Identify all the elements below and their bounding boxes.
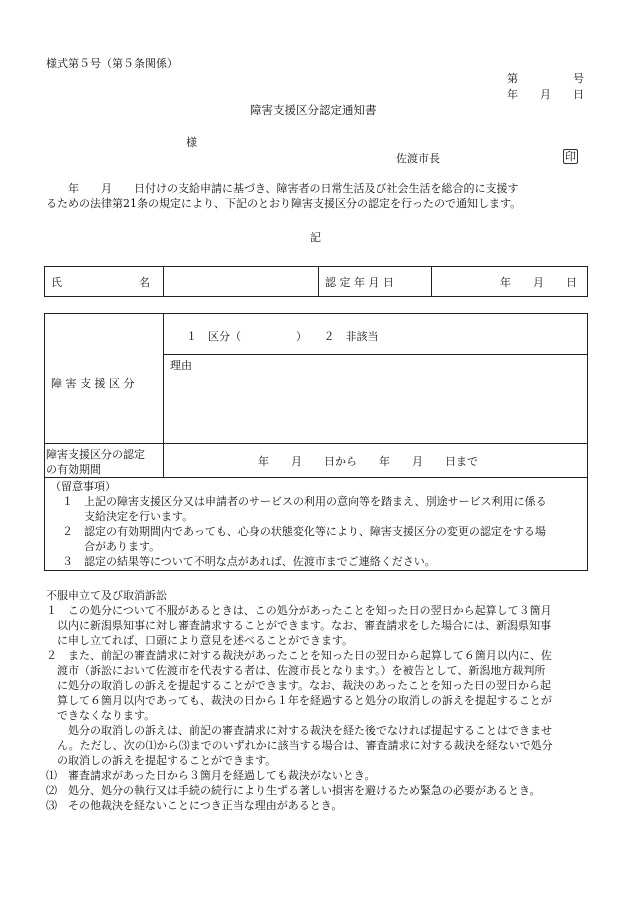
- validity-label-line-2: の有効期間: [46, 463, 101, 476]
- category-options: １ 区分（ ） ２ 非該当: [186, 330, 379, 343]
- appeal-line: ⑶ その他裁決を経ないことにつき正当な理由があるとき。: [46, 799, 343, 812]
- appeal-line: ⑵ 処分、処分の執行又は手続の続行により生ずる著しい損害を避けるため緊急の必要があるとき。: [46, 784, 541, 797]
- support-category-label: 障 害 支 援 区 分: [51, 377, 135, 390]
- validity-label-line-1: 障害支援区分の認定: [46, 448, 145, 461]
- appeal-line: に申し立てれば、口頭により意見を述べることができます。: [46, 634, 354, 647]
- appeal-line: ⑴ 審査請求があった日から３箇月を経過しても裁決がないとき。: [46, 769, 376, 782]
- form-number: 様式第５号（第５条関係）: [46, 57, 178, 70]
- table1-divider-1: [163, 266, 164, 297]
- table1-divider-2: [318, 266, 319, 297]
- appeal-line: 処分の取消しの訴えは、前記の審査請求に対する裁決を経た後でなければ提起することはできませ: [46, 724, 552, 737]
- intro-line-2: るための法律第21条の規定により、下記のとおり障害支援区分の認定を行ったので通知します。: [46, 197, 522, 210]
- seal-mark: 印: [565, 150, 576, 163]
- certification-date-value: 年 月 日: [500, 276, 577, 289]
- appeal-line: 渡市（訴訟において佐渡市を代表する者は、佐渡市長となります。）を被告として、新潟地方裁判所: [46, 664, 546, 677]
- note-1-line-2: 支給決定を行います。: [62, 510, 194, 523]
- table2-row-divider-1: [163, 354, 588, 355]
- note-1-line-1: １ 上記の障害支援区分又は申請者のサービスの利用の意向等を踏まえ、別途サービス利用に係る: [62, 495, 547, 508]
- appeal-line: ん。ただし、次の⑴から⑶までのいずれかに該当する場合は、審査請求に対する裁決を経ないで処分: [46, 739, 553, 752]
- appeal-line: １ この処分について不服があるときは、この処分があったことを知った日の翌日から起算して３箇月: [46, 604, 552, 617]
- reason-label: 理由: [170, 359, 192, 372]
- document-number: 第 号: [507, 72, 584, 85]
- appeal-line: ２ また、前記の審査請求に対する裁決があったことを知った日の翌日から起算して６箇月以内に、佐: [46, 649, 552, 662]
- appeal-line: できなくなります。: [46, 709, 156, 722]
- certification-date-label: 認 定 年 月 日: [325, 276, 394, 289]
- validity-period-value: 年 月 日から 年 月 日まで: [258, 455, 478, 468]
- appeal-line: に処分の取消しの訴えを提起することができます。なお、裁決のあったことを知った日の翌日から起: [46, 679, 552, 692]
- note-3: ３ 認定の結果等について不明な点があれば、佐渡市までご連絡ください。: [62, 555, 436, 568]
- document-title: 障害支援区分認定通知書: [250, 103, 377, 117]
- name-label: 氏 名: [51, 276, 150, 289]
- table2-row-divider-3: [44, 477, 588, 478]
- table1-divider-3: [431, 266, 432, 297]
- intro-line-1: 年 月 日付けの支給申請に基づき、障害者の日常生活及び社会生活を総合的に支援す: [46, 182, 519, 195]
- ki-heading: 記: [310, 231, 321, 244]
- issue-date: 年 月 日: [507, 88, 584, 101]
- issuer-name: 佐渡市長: [396, 152, 440, 165]
- table2-row-divider-2: [44, 443, 588, 444]
- table2-left-divider: [163, 313, 164, 477]
- appeal-line: 以内に新潟県知事に対し審査請求することができます。なお、審査請求をした場合には、新潟県知事: [46, 619, 552, 632]
- note-2-line-2: 合があります。: [62, 540, 161, 553]
- appeal-line: の取消しの訴えを提起することができます。: [46, 754, 277, 767]
- appeal-line: 算して６箇月以内であっても、裁決の日から１年を経過すると処分の取消しの訴えを提起することが: [46, 694, 552, 707]
- note-2-line-1: ２ 認定の有効期間内であっても、心身の状態変化等により、障害支援区分の変更の認定をする場: [62, 525, 546, 538]
- addressee-suffix: 様: [186, 136, 197, 149]
- appeal-heading: 不服申立て及び取消訴訟: [46, 589, 167, 602]
- notes-heading: （留意事項）: [50, 480, 116, 493]
